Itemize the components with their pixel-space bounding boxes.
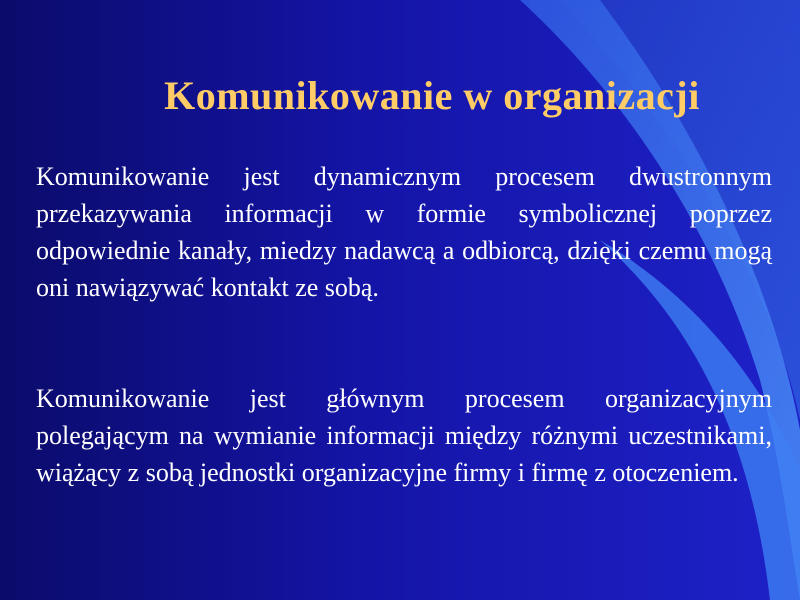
slide-title: Komunikowanie w organizacji — [164, 73, 700, 118]
body-paragraph-2: Komunikowanie jest głównym procesem organizacyjnym polegającym na wymianie informacji między różnymi uczestnikami, wiążący z sobą jednostki organizacyjne firmy i firmę z otoczeniem. — [36, 384, 772, 487]
body-paragraph-1: Komunikowanie jest dynamicznym procesem dwustronnym przekazywania informacji w formie symbolicznej poprzez odpowiednie kanały, miedzy nadawcą a odbiorcą, dzięki czemu mogą oni nawiązywać kontakt ze sobą. — [36, 162, 772, 302]
